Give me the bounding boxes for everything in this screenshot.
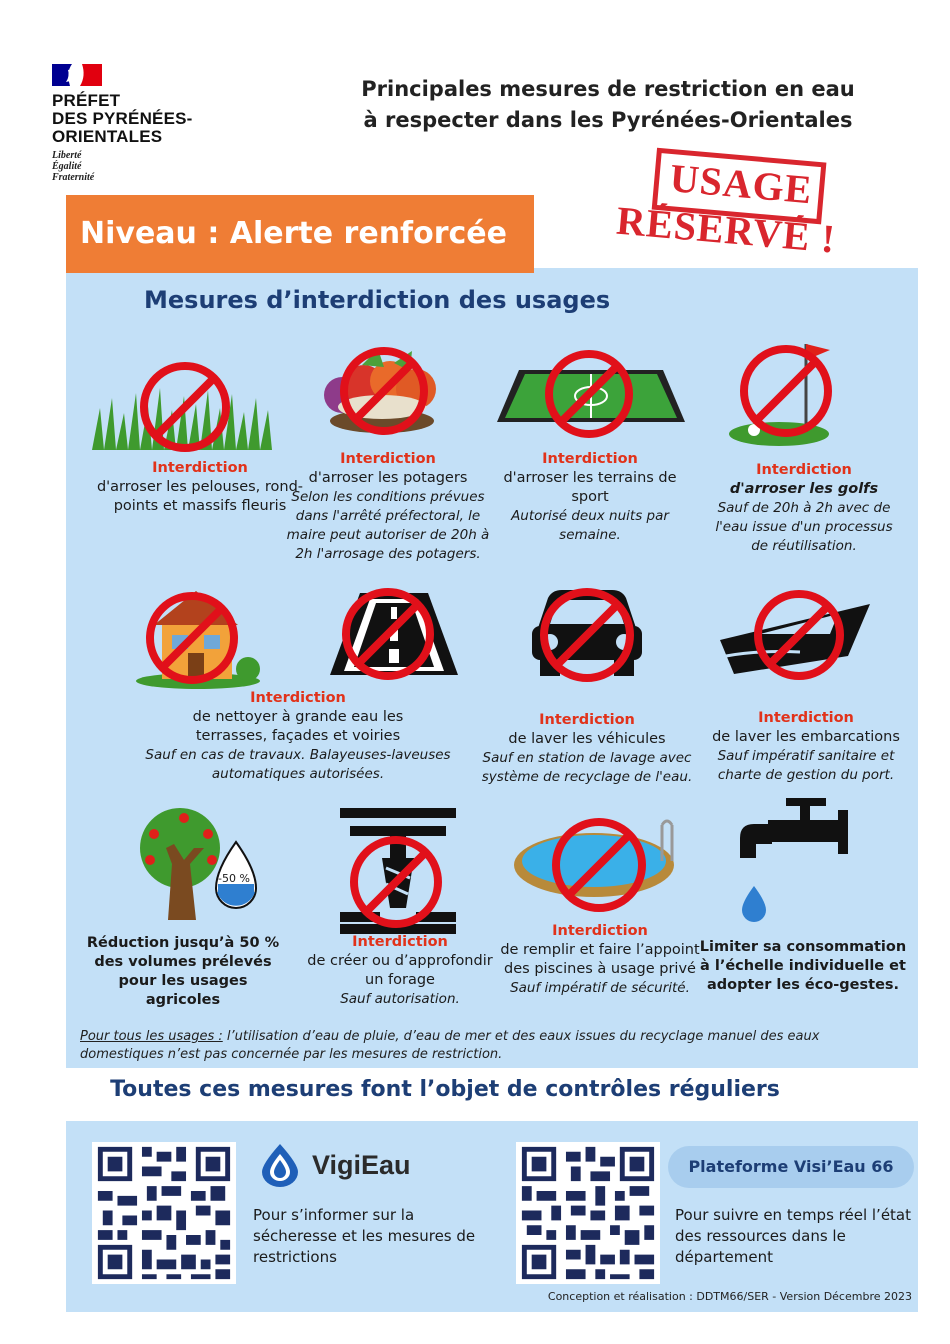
- measure-caption: [492, 450, 688, 545]
- measure-text: d'arroser les terrains de sport: [503, 470, 677, 505]
- marianne-flag-icon: [52, 64, 102, 86]
- badge-text: -50 %: [218, 872, 250, 885]
- alert-level-banner: Niveau : Alerte renforcée: [66, 195, 534, 273]
- measure-exception: Sauf autorisation.: [340, 991, 460, 1007]
- measure-label: Interdiction: [539, 712, 635, 728]
- devise-line: Égalité: [52, 161, 82, 172]
- prohibition-icon: [545, 350, 633, 438]
- measure-text: de créer ou d’approfondir un forage: [307, 953, 493, 988]
- measure-text: d'arroser les pelouses, rond-points et massifs fleuris: [96, 479, 304, 514]
- prohibition-icon: [740, 345, 832, 437]
- logo-line: PRÉFET: [52, 91, 121, 110]
- measure-exception: Sauf en cas de travaux. Balayeuses-laveuses automatiques autorisées.: [145, 747, 451, 782]
- measure-exception: Sauf impératif de sécurité.: [510, 980, 690, 996]
- measure-label: Interdiction: [352, 934, 448, 950]
- stamp-line: USAGE: [668, 155, 815, 213]
- measure-caption: [700, 709, 912, 785]
- prohibition-icon: [350, 836, 442, 928]
- footnote-text: l’utilisation d’eau de pluie, d’eau de mer et des eaux issues du recyclage manuel des eaux domestiques n’est pas concernée par les mesures de restriction.: [80, 1029, 820, 1062]
- vigieau-description: Pour s’informer sur la sécheresse et les mesures de restrictions: [253, 1206, 476, 1266]
- measure-text: d'arroser les potagers: [308, 470, 468, 486]
- measure-text: Limiter sa consommation à l’échelle individuelle et adopter les éco-gestes.: [699, 939, 907, 993]
- tap-icon: [738, 798, 850, 930]
- measure-label: Interdiction: [758, 710, 854, 726]
- measure-caption: [302, 933, 498, 1009]
- footnote-lead: Pour tous les usages :: [80, 1029, 223, 1044]
- credits: Conception et réalisation : DDTM66/SER - Version Décembre 2023: [547, 1290, 912, 1303]
- measure-caption: [705, 461, 903, 556]
- prohibition-icon: [552, 818, 646, 912]
- measure-label: Interdiction: [250, 690, 346, 706]
- measure-caption: [80, 934, 286, 1010]
- measure-caption: [500, 922, 700, 998]
- measure-label: Interdiction: [542, 451, 638, 467]
- page-title: [318, 74, 898, 136]
- measure-text: de remplir et faire l’appoint des piscines à usage privé: [500, 942, 700, 977]
- measure-label: Interdiction: [756, 462, 852, 478]
- prohibition-icon: [146, 592, 238, 684]
- measure-caption: [130, 689, 466, 784]
- visieau-platform-button[interactable]: Plateforme Visi’Eau 66: [668, 1146, 914, 1188]
- measure-text: Réduction jusqu’à 50 % des volumes prélevés pour les usages agricoles: [86, 935, 280, 1008]
- measure-caption: [278, 450, 498, 564]
- logo-line: DES PYRÉNÉES-: [52, 109, 193, 128]
- controls-heading: Toutes ces mesures font l’objet de contrôles réguliers: [110, 1077, 780, 1102]
- measure-exception: Sauf de 20h à 2h avec de l'eau issue d'un processus de réutilisation.: [715, 500, 893, 554]
- logo-line: ORIENTALES: [52, 127, 163, 146]
- prefet-logo: [52, 64, 222, 183]
- measure-text: de laver les véhicules: [508, 731, 666, 747]
- devise-line: Liberté: [52, 150, 82, 161]
- visieau-qr-code-icon[interactable]: [516, 1142, 660, 1284]
- prohibition-icon: [754, 590, 844, 680]
- section-title: Mesures d’interdiction des usages: [144, 286, 611, 314]
- prefet-name: [52, 92, 222, 146]
- measure-label: Interdiction: [340, 451, 436, 467]
- measure-exception: Selon les conditions prévues dans l'arrêté préfectoral, le maire peut autoriser de 20h à 2h l'arrosage des potagers.: [286, 489, 490, 562]
- title-line: à respecter dans les Pyrénées-Orientales: [363, 108, 853, 132]
- visieau-description: Pour suivre en temps réel l’état des ressources dans le département: [675, 1206, 912, 1266]
- measure-text: d'arroser les golfs: [729, 481, 879, 497]
- vigieau-qr-code-icon[interactable]: [92, 1142, 236, 1284]
- measure-caption: [90, 459, 310, 516]
- measure-exception: Autorisé deux nuits par semaine.: [511, 508, 669, 543]
- prohibition-icon: [140, 362, 230, 452]
- devise-line: Fraternité: [52, 172, 95, 183]
- tree-icon: [124, 804, 264, 924]
- measure-exception: Sauf en station de lavage avec système de recyclage de l'eau.: [481, 750, 693, 785]
- measure-label: Interdiction: [152, 460, 248, 476]
- measure-text: de nettoyer à grande eau les terrasses, façades et voiries: [192, 709, 404, 744]
- prohibition-icon: [342, 588, 434, 680]
- footnote: [80, 1028, 900, 1064]
- measure-label: Interdiction: [552, 923, 648, 939]
- devise: [52, 150, 222, 183]
- measure-exception: Sauf impératif sanitaire et charte de gestion du port.: [717, 748, 895, 783]
- stamp-line: RÉSERVÉ !: [614, 197, 838, 262]
- reduction-badge: [209, 872, 259, 886]
- measure-text: de laver les embarcations: [712, 729, 900, 745]
- usage-reserve-stamp: [601, 140, 850, 278]
- prohibition-icon: [340, 347, 428, 435]
- measure-caption: [694, 938, 912, 995]
- title-line: Principales mesures de restriction en eau: [361, 77, 855, 101]
- measure-caption: [474, 711, 700, 787]
- vigieau-name[interactable]: VigiEau: [312, 1150, 411, 1180]
- prohibition-icon: [540, 588, 634, 682]
